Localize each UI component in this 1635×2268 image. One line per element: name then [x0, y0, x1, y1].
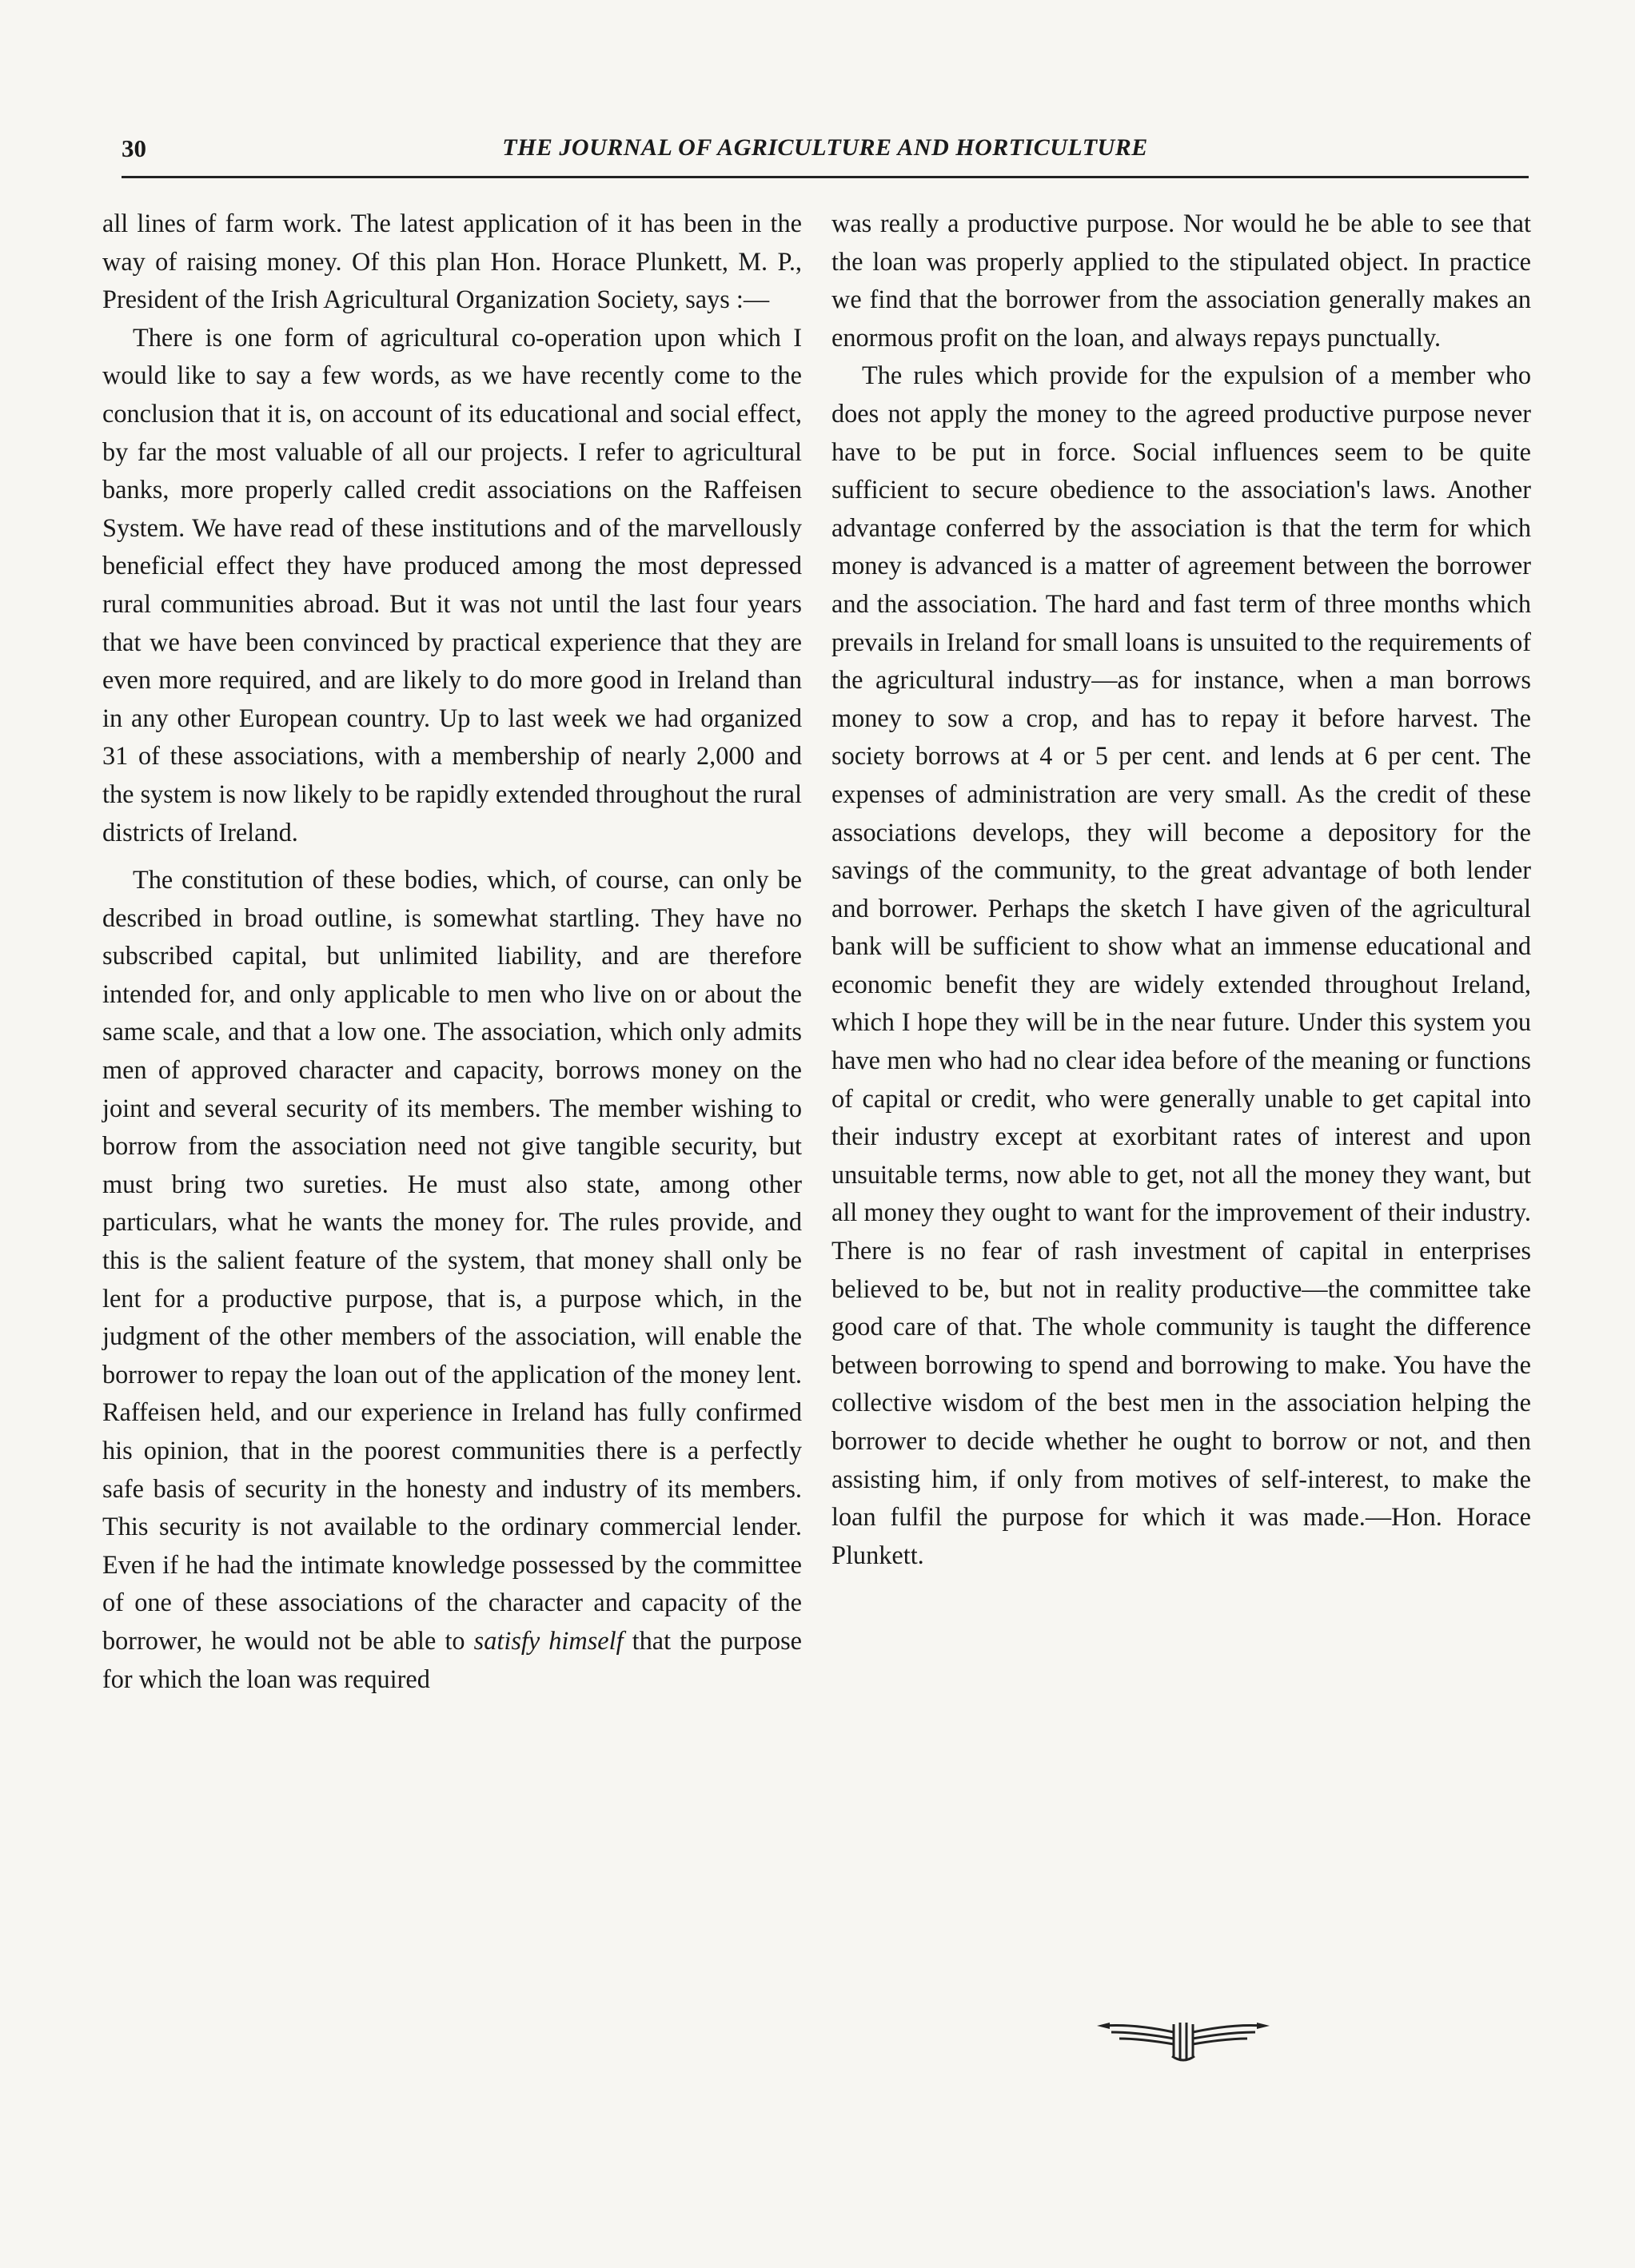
signoff-attribution: —Hon. Horace Plunkett.	[831, 1502, 1531, 1569]
continuation-paragraph: was really a productive purpose. Nor would he be able to see that the loan was properly applied to the stipulated object. In practice we find that the borrower from the association generally makes an enormous profit on the loan, and always repays punctually.	[831, 209, 1531, 352]
page-header	[122, 134, 1529, 174]
journal-title: THE JOURNAL OF AGRICULTURE AND HORTICULTURE	[502, 134, 1148, 161]
quote-paragraph-1: There is one form of agricultural co-operation upon which I would like to say a few words, as we have recently come to the conclusion that it is, on account of its educational and social effect, by far the most valuable of all our projects. I refer to agricultural banks, more properly called credit associations on the Raffeisen System. We have read of these institutions and of the marvellously beneficial effect they have produced among the most depressed rural communities abroad. But it was not until the last four years that we have been convinced by practical experience that they are even more required, and are likely to do more good in Ireland than in any other European country. Up to last week we had organized 31 of these associations, with a membership of nearly 2,000 and the system is now likely to be rapidly extended throughout the rural districts of Ireland.	[102, 322, 802, 847]
quote-paragraph-2	[102, 861, 802, 1698]
quote-paragraph-3	[831, 357, 1531, 1574]
winged-ornament-icon	[1095, 2008, 1271, 2064]
page-number: 30	[122, 134, 146, 162]
header-rule	[122, 176, 1529, 178]
quote-paragraph-2-text: The constitution of these bodies, which, of course, can only be described in broad outline, is somewhat startling. They have no subscribed capital, but unlimited liability, and are therefore intended for, and only applicable to men who live on or about the same scale, and that a low one. The association, which only admits men of approved character and capacity, borrows money on the joint and several security of its members. The member wishing to borrow from the association need not give tangible security, but must bring two sureties. He must also state, among other particulars, what he wants the money for. The rules provide, and this is the salient feature of the system, that money shall only be lent for a productive purpose, that is, a purpose which, in the judgment of the other members of the association, will enable the borrower to repay the loan out of the application of the money lent. Raffeisen held, and our experience in Ireland has fully confirmed his opinion, that in the poorest communities there is a perfectly safe basis of security in the honesty and industry of its members. This security is not available to the ordinary commercial lender. Even if he had the intimate knowledge possessed by the committee of one of these associations of the character and capacity of the borrower, he would not be able to	[102, 865, 802, 1655]
left-column	[102, 205, 802, 1698]
intro-paragraph: all lines of farm work. The latest application of it has been in the way of raising money. Of this plan Hon. Horace Plunkett, M. P., President of the Irish Agricultural Organization Society, says :—	[102, 209, 802, 314]
right-column	[831, 205, 1531, 1574]
quote-paragraph-3-text: The rules which provide for the expulsion of a member who does not apply the money to the agreed productive purpose never have to be put in force. Social influences seem to be quite sufficient to secure obedience to the association's laws. Another advantage conferred by the association is that the term for which money is advanced is a matter of agreement between the borrower and the association. The hard and fast term of three months which prevails in Ireland for small loans is unsuited to the requirements of the agricultural industry—as for instance, when a man borrows money to sow a crop, and has to repay it before harvest. The society borrows at 4 or 5 per cent. and lends at 6 per cent. The expenses of administration are very small. As the credit of these associations develops, they will become a depository for the savings of the community, to the great advantage of both lender and borrower. Perhaps the sketch I have given of the agricultural bank will be sufficient to show what an immense educational and economic benefit they are widely extended throughout Ireland, which I hope they will be in the near future. Under this system you have men who had no clear idea before of the meaning or functions of capital or credit, who were generally unable to get capital into their industry except at exorbitant rates of interest and upon unsuitable terms, now able to get, not all the money they want, but all money they ought to want for the improvement of their industry. There is no fear of rash investment of capital in enterprises believed to be, but not in reality productive—the committee take good care of that. The whole community is taught the difference between borrowing to spend and borrowing to make. You have the collective wisdom of the best men in the association helping the borrower to decide whether he ought to borrow or not, and then assisting him, if only from motives of self-interest, to make the loan fulfil the purpose for which it was made.	[831, 361, 1531, 1532]
quote-paragraph-2-tail: that the purpose for which the loan was required	[102, 1625, 802, 1693]
quote-paragraph-2-italic: satisfy himself	[473, 1625, 624, 1655]
